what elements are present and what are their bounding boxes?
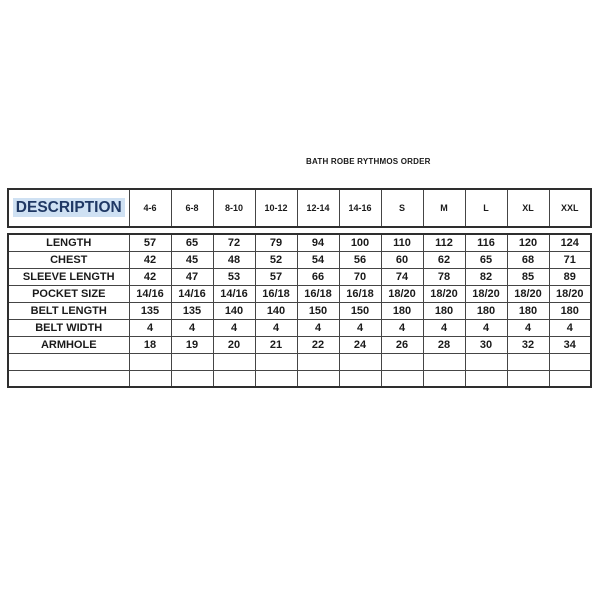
value-cell: 100	[339, 234, 381, 251]
value-cell: 150	[297, 302, 339, 319]
value-cell	[297, 370, 339, 387]
size-column-header: XXL	[549, 189, 591, 227]
size-column-header: L	[465, 189, 507, 227]
value-cell: 18/20	[465, 285, 507, 302]
table-row	[8, 353, 591, 370]
value-cell	[339, 353, 381, 370]
table-row	[8, 285, 591, 302]
value-cell: 21	[255, 336, 297, 353]
description-label: DESCRIPTION	[13, 198, 125, 217]
measurement-label-cell: SLEEVE LENGTH	[8, 268, 129, 285]
table-row	[8, 302, 591, 319]
description-header-cell	[8, 189, 129, 227]
measurement-label-cell: BELT LENGTH	[8, 302, 129, 319]
value-cell: 56	[339, 251, 381, 268]
value-cell: 62	[423, 251, 465, 268]
table-row	[8, 370, 591, 387]
size-chart-header-table	[7, 188, 592, 228]
value-cell: 30	[465, 336, 507, 353]
value-cell	[423, 370, 465, 387]
value-cell: 180	[381, 302, 423, 319]
value-cell: 24	[339, 336, 381, 353]
value-cell	[381, 353, 423, 370]
value-cell	[549, 353, 591, 370]
value-cell: 150	[339, 302, 381, 319]
value-cell: 74	[381, 268, 423, 285]
value-cell: 70	[339, 268, 381, 285]
value-cell: 4	[507, 319, 549, 336]
value-cell: 71	[549, 251, 591, 268]
value-cell: 112	[423, 234, 465, 251]
value-cell: 4	[423, 319, 465, 336]
value-cell: 34	[549, 336, 591, 353]
value-cell	[549, 370, 591, 387]
value-cell: 140	[213, 302, 255, 319]
value-cell	[507, 370, 549, 387]
value-cell: 116	[465, 234, 507, 251]
value-cell	[465, 353, 507, 370]
value-cell	[213, 353, 255, 370]
value-cell: 4	[381, 319, 423, 336]
value-cell: 4	[255, 319, 297, 336]
value-cell: 18/20	[381, 285, 423, 302]
size-column-header: 12-14	[297, 189, 339, 227]
value-cell: 72	[213, 234, 255, 251]
value-cell	[255, 353, 297, 370]
table-row	[8, 234, 591, 251]
value-cell: 65	[171, 234, 213, 251]
value-cell: 18/20	[507, 285, 549, 302]
value-cell: 4	[549, 319, 591, 336]
value-cell: 135	[171, 302, 213, 319]
value-cell: 16/18	[297, 285, 339, 302]
value-cell: 14/16	[129, 285, 171, 302]
value-cell: 52	[255, 251, 297, 268]
value-cell	[171, 370, 213, 387]
measurement-label-cell: LENGTH	[8, 234, 129, 251]
value-cell: 68	[507, 251, 549, 268]
value-cell: 89	[549, 268, 591, 285]
value-cell	[465, 370, 507, 387]
value-cell	[171, 353, 213, 370]
value-cell	[129, 353, 171, 370]
size-chart	[7, 188, 592, 388]
value-cell	[339, 370, 381, 387]
value-cell: 28	[423, 336, 465, 353]
size-column-header: 8-10	[213, 189, 255, 227]
value-cell: 18/20	[549, 285, 591, 302]
value-cell: 53	[213, 268, 255, 285]
value-cell: 20	[213, 336, 255, 353]
value-cell: 26	[381, 336, 423, 353]
table-row	[8, 336, 591, 353]
value-cell: 18	[129, 336, 171, 353]
value-cell	[423, 353, 465, 370]
value-cell: 180	[465, 302, 507, 319]
size-chart-body-table	[7, 233, 592, 388]
size-column-header: S	[381, 189, 423, 227]
value-cell	[507, 353, 549, 370]
header-row	[8, 189, 591, 227]
value-cell	[297, 353, 339, 370]
value-cell: 180	[549, 302, 591, 319]
value-cell	[213, 370, 255, 387]
size-table-body	[8, 234, 591, 387]
value-cell: 82	[465, 268, 507, 285]
value-cell: 47	[171, 268, 213, 285]
value-cell: 135	[129, 302, 171, 319]
value-cell: 180	[507, 302, 549, 319]
value-cell: 78	[423, 268, 465, 285]
value-cell: 120	[507, 234, 549, 251]
value-cell: 4	[171, 319, 213, 336]
value-cell: 45	[171, 251, 213, 268]
value-cell	[255, 370, 297, 387]
value-cell: 16/18	[255, 285, 297, 302]
measurement-label-cell	[8, 370, 129, 387]
measurement-label-cell	[8, 353, 129, 370]
value-cell: 14/16	[171, 285, 213, 302]
size-column-header: XL	[507, 189, 549, 227]
value-cell: 32	[507, 336, 549, 353]
measurement-label-cell: POCKET SIZE	[8, 285, 129, 302]
table-row	[8, 319, 591, 336]
value-cell: 110	[381, 234, 423, 251]
value-cell	[381, 370, 423, 387]
value-cell: 4	[129, 319, 171, 336]
value-cell: 57	[255, 268, 297, 285]
value-cell: 19	[171, 336, 213, 353]
value-cell: 48	[213, 251, 255, 268]
size-column-header: 14-16	[339, 189, 381, 227]
value-cell: 85	[507, 268, 549, 285]
size-column-header: M	[423, 189, 465, 227]
value-cell: 4	[339, 319, 381, 336]
document-title: BATH ROBE RYTHMOS ORDER	[306, 157, 431, 166]
value-cell: 140	[255, 302, 297, 319]
value-cell: 4	[297, 319, 339, 336]
measurement-label-cell: BELT WIDTH	[8, 319, 129, 336]
value-cell: 57	[129, 234, 171, 251]
size-column-header: 10-12	[255, 189, 297, 227]
size-column-header: 4-6	[129, 189, 171, 227]
value-cell	[129, 370, 171, 387]
value-cell: 79	[255, 234, 297, 251]
table-row	[8, 268, 591, 285]
value-cell: 22	[297, 336, 339, 353]
value-cell: 16/18	[339, 285, 381, 302]
value-cell: 4	[213, 319, 255, 336]
value-cell: 94	[297, 234, 339, 251]
measurement-label-cell: CHEST	[8, 251, 129, 268]
table-row	[8, 251, 591, 268]
value-cell: 54	[297, 251, 339, 268]
value-cell: 60	[381, 251, 423, 268]
value-cell: 18/20	[423, 285, 465, 302]
value-cell: 65	[465, 251, 507, 268]
value-cell: 4	[465, 319, 507, 336]
value-cell: 14/16	[213, 285, 255, 302]
size-column-header: 6-8	[171, 189, 213, 227]
measurement-label-cell: ARMHOLE	[8, 336, 129, 353]
value-cell: 124	[549, 234, 591, 251]
value-cell: 42	[129, 268, 171, 285]
value-cell: 180	[423, 302, 465, 319]
value-cell: 66	[297, 268, 339, 285]
value-cell: 42	[129, 251, 171, 268]
